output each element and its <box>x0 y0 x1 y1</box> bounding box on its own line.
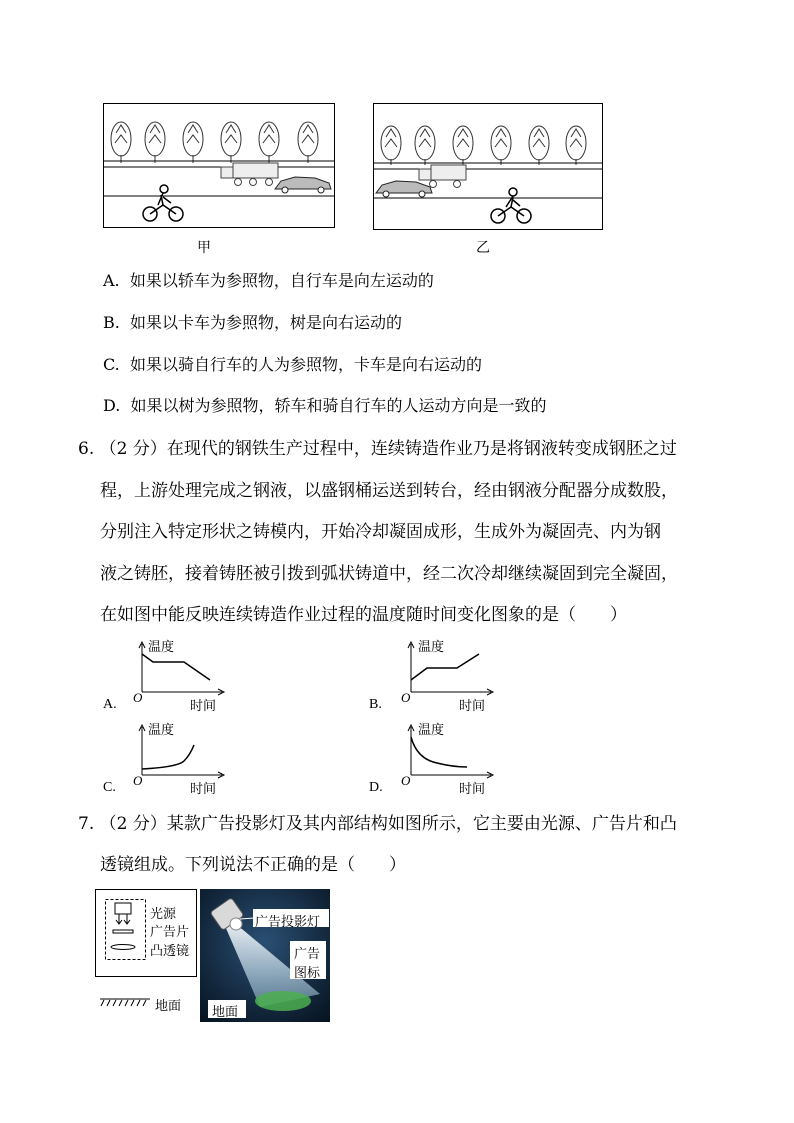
question-score: （2 分） <box>99 814 167 834</box>
graph-c-ylabel: 温度 <box>148 722 175 737</box>
graph-d-curve <box>411 737 467 767</box>
graph-a <box>128 640 228 698</box>
figure-jia <box>103 103 335 228</box>
graph-b-curve <box>411 654 479 680</box>
graph-c-letter: C. <box>103 780 116 795</box>
q6-line-4: 液之铸胚，接着铸胚被引拨到弧状铸道中，经二次冷却继续凝固到完全凝固， <box>100 564 678 584</box>
graph-b-ylabel: 温度 <box>418 639 445 654</box>
street-scene-yi <box>373 103 603 230</box>
label-ground: 地面 <box>155 998 182 1013</box>
graph-d-letter: D. <box>369 780 383 795</box>
graph-b-origin: O <box>401 690 411 705</box>
label-light-source: 光源 <box>150 906 177 921</box>
street-scene-jia <box>103 103 335 228</box>
graph-a-curve <box>142 654 210 680</box>
option-letter: A. <box>103 271 120 290</box>
question-number: 7. <box>78 814 95 834</box>
q5-option-b <box>103 313 402 333</box>
graph-a-ylabel: 温度 <box>148 639 175 654</box>
q6-line-1 <box>78 438 677 460</box>
q6-line-2: 程，上游处理完成之钢液，以盛钢桶运送到转台，经由钢液分配器分成数股， <box>100 481 678 501</box>
graph-a-origin: O <box>133 690 143 705</box>
figure-yi <box>373 103 603 230</box>
graph-c-origin: O <box>133 773 143 788</box>
graph-d-ylabel: 温度 <box>418 722 445 737</box>
option-letter: D. <box>103 396 121 415</box>
graph-c <box>128 723 228 781</box>
option-text: 如果以轿车为参照物，自行车是向左运动的 <box>129 271 434 290</box>
label-lens: 凸透镜 <box>150 943 190 958</box>
q6-line-5: 在如图中能反映连续铸造作业过程的温度随时间变化图象的是（ ） <box>100 605 627 625</box>
graph-d <box>397 723 497 781</box>
option-text: 如果以骑自行车的人为参照物，卡车是向右运动的 <box>129 355 482 374</box>
graph-c-xlabel: 时间 <box>190 781 217 796</box>
q7-line-1 <box>78 813 677 835</box>
projected-ad-icon <box>255 991 311 1011</box>
label-ad-icon-1: 广告 <box>294 946 321 961</box>
label-photo-ground: 地面 <box>212 1004 239 1019</box>
option-text: 如果以树为参照物，轿车和骑自行车的人运动方向是一致的 <box>130 396 547 415</box>
question-text: 在现代的钢铁生产过程中，连续铸造作业乃是将钢液转变成钢胚之过 <box>166 439 677 459</box>
graph-b-xlabel: 时间 <box>459 698 486 713</box>
graph-d-origin: O <box>401 773 411 788</box>
graph-b <box>397 640 497 698</box>
caption-jia: 甲 <box>197 240 211 256</box>
graph-c-curve <box>142 745 194 769</box>
q5-option-c <box>103 355 482 375</box>
question-score: （2 分） <box>99 439 167 459</box>
q7-line-2: 透镜组成。下列说法不正确的是（ ） <box>100 855 406 875</box>
q6-line-3: 分别注入特定形状之铸模内，开始冷却凝固成形，生成外为凝固壳、内为钢 <box>100 522 661 542</box>
option-text: 如果以卡车为参照物，树是向右运动的 <box>130 313 403 332</box>
graph-a-xlabel: 时间 <box>190 698 217 713</box>
label-ad-film: 广告片 <box>150 924 190 939</box>
option-letter: B. <box>103 313 120 332</box>
question-number: 6. <box>78 439 95 459</box>
label-ad-icon-2: 图标 <box>294 965 321 980</box>
option-letter: C. <box>103 355 120 374</box>
label-projector-lamp: 广告投影灯 <box>255 914 321 929</box>
ground-hatch-icon <box>100 997 152 1007</box>
question-text: 某款广告投影灯及其内部结构如图所示，它主要由光源、广告片和凸 <box>166 814 677 834</box>
graph-a-letter: A. <box>103 697 117 712</box>
graph-b-letter: B. <box>369 697 382 712</box>
graph-d-xlabel: 时间 <box>459 781 486 796</box>
caption-yi: 乙 <box>476 240 490 256</box>
q5-option-d <box>103 396 547 416</box>
q5-option-a <box>103 271 434 291</box>
